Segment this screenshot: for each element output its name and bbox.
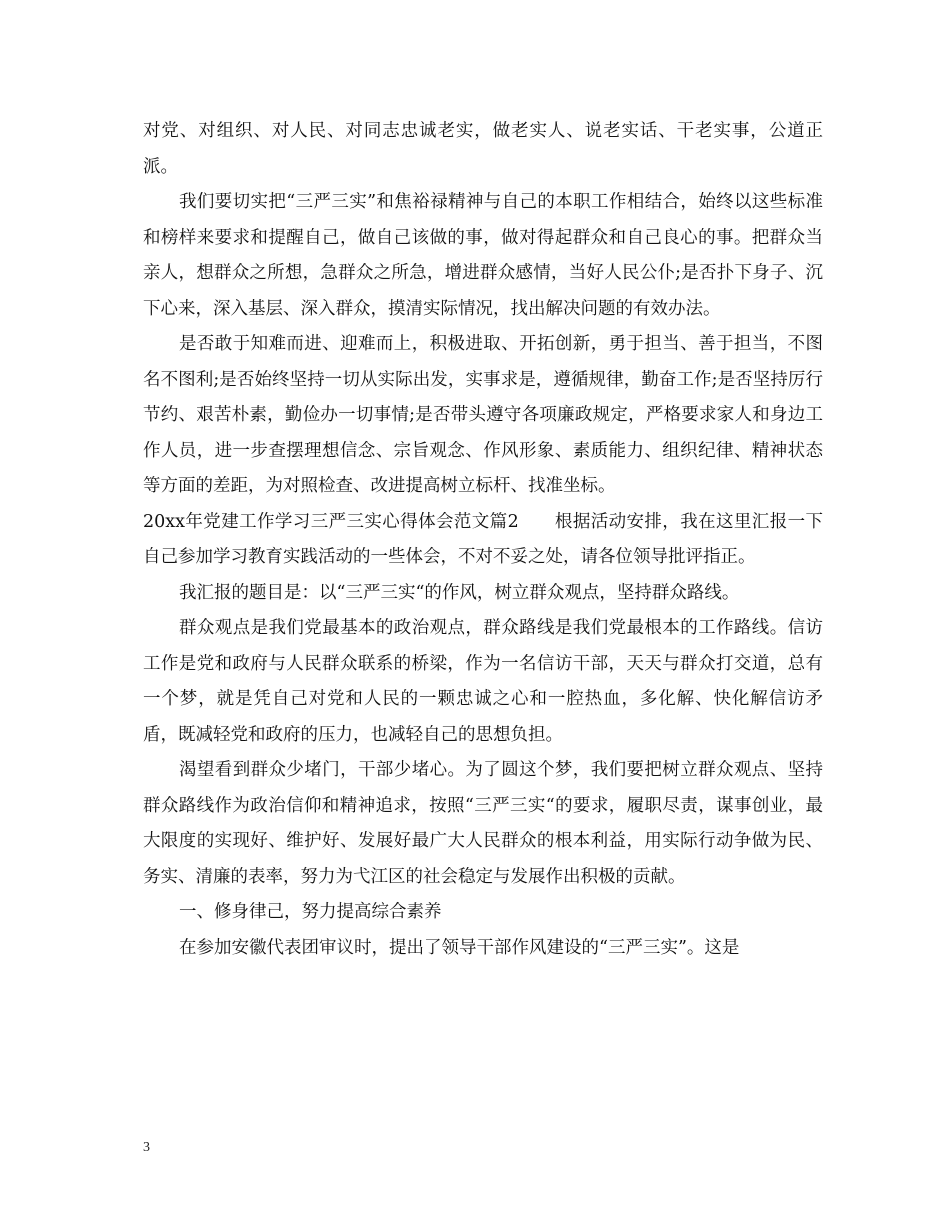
paragraph-9: 在参加安徽代表团审议时，提出了领导干部作风建设的“三严三实”。这是 <box>179 937 740 958</box>
paragraph-4-section-title: 20xx年党建工作学习三严三实心得体会范文篇2 根据活动安排，我在这里汇报一下自己参加学习教育实践活动的一些体会，不对不妥之处，请各位领导批评指正。 <box>143 511 823 567</box>
paragraph-1: 对党、对组织、对人民、对同志忠诚老实，做老实人、说老实话、干老实事，公道正派。 <box>143 121 823 177</box>
paragraph-2: 我们要切实把“三严三实”和焦裕禄精神与自己的本职工作相结合，始终以这些标准和榜样来要求和提醒自己，做自己该做的事，做对得起群众和自己良心的事。把群众当亲人，想群众之所想，急群众之所急，增进群众感情，当好人民公仆;是否扑下身子、沉下心来，深入基层、深入群众，摸清实际情况，找出解决问题的有效办法。 <box>143 192 823 319</box>
paragraph-5: 我汇报的题目是：以“三严三实“的作风，树立群众观点，坚持群众路线。 <box>179 582 740 603</box>
paragraph-7: 渴望看到群众少堵门，干部少堵心。为了圆这个梦，我们要把树立群众观点、坚持群众路线作为政治信仰和精神追求，按照“三严三实“的要求，履职尽责，谋事创业，最大限度的实现好、维护好、发展好最广大人民群众的根本利益，用实际行动争做为民、务实、清廉的表率，努力为弋江区的社会稳定与发展作出积极的贡献。 <box>143 760 823 887</box>
paragraph-6: 群众观点是我们党最基本的政治观点，群众路线是我们党最根本的工作路线。信访工作是党和政府与人民群众联系的桥梁，作为一名信访干部，天天与群众打交道，总有一个梦，就是凭自己对党和人民的一颗忠诚之心和一腔热血，多化解、快化解信访矛盾，既减轻党和政府的压力，也减轻自己的思想负担。 <box>143 618 823 745</box>
page-number: 3 <box>143 1140 150 1155</box>
paragraph-8-heading: 一、修身律己，努力提高综合素养 <box>179 902 442 922</box>
document-body <box>143 114 823 966</box>
paragraph-3: 是否敢于知难而进、迎难而上，积极进取、开拓创新，勇于担当、善于担当，不图名不图利;是否始终坚持一切从实际出发，实事求是，遵循规律，勤奋工作;是否坚持厉行节约、艰苦朴素，勤俭办一切事情;是否带头遵守各项廉政规定，严格要求家人和身边工作人员，进一步查摆理想信念、宗旨观念、作风形象、素质能力、组织纪律、精神状态等方面的差距，为对照检查、改进提高树立标杆、找准坐标。 <box>143 334 823 496</box>
